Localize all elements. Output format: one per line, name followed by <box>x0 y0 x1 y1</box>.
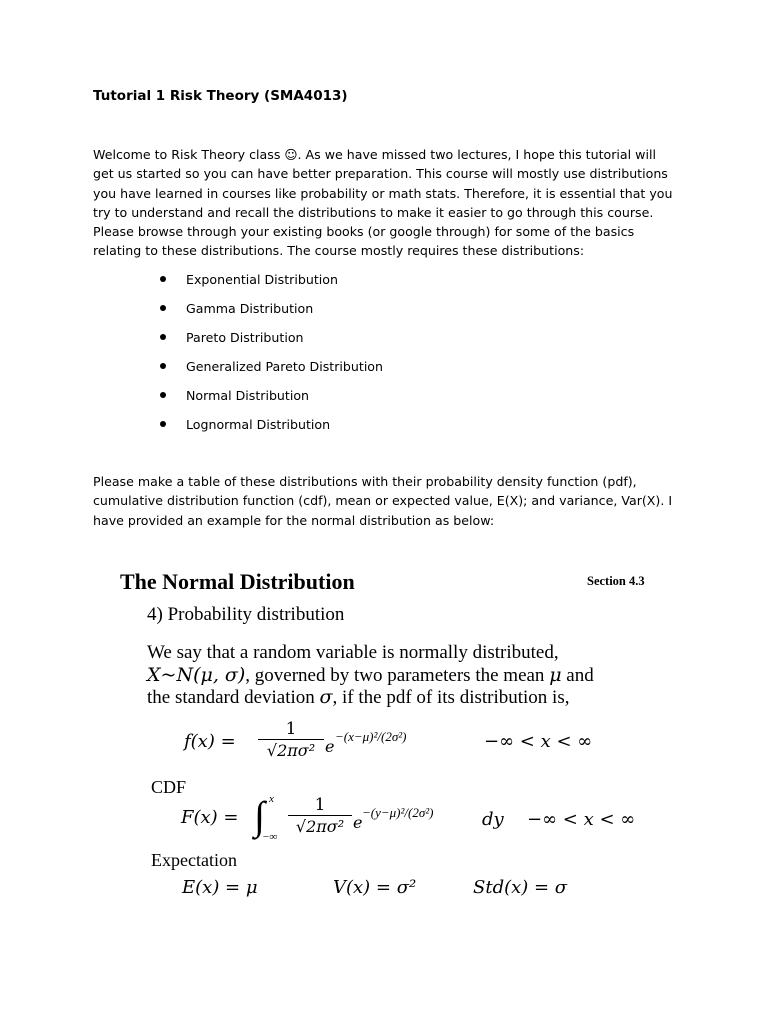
mu-symbol: μ <box>549 664 562 686</box>
distribution-list <box>160 268 383 442</box>
distribution-notation: X~N(μ, σ) <box>147 664 246 686</box>
cdf-fraction <box>288 795 352 838</box>
intro-line: Welcome to Risk Theory class ☺. As we have missed two lectures, I hope this tutorial will <box>93 147 656 162</box>
pdf-exponent: −(x−μ)²/(2σ²) <box>335 729 407 744</box>
intro-line: you have learned in courses like probability or math stats. Therefore, it is essential that you <box>93 185 673 201</box>
sqrt-icon: √ <box>295 817 307 837</box>
std-formula: Std(x) = σ <box>473 877 568 898</box>
text-span: the standard deviation <box>147 687 315 708</box>
example-heading: The Normal Distribution <box>120 569 355 594</box>
cdf-differential: dy <box>482 809 504 830</box>
example-text-line: We say that a random variable is normally distributed, <box>147 642 559 663</box>
instruction-line: Please make a table of these distributions with their probability density function (pdf), <box>93 474 637 489</box>
bullet-icon <box>160 363 166 369</box>
cdf-base: e <box>353 813 363 832</box>
integral-lower: −∞ <box>262 831 278 843</box>
pdf-fraction <box>258 719 324 762</box>
text-span: , if the pdf of its distribution is, <box>332 687 570 708</box>
list-item-label: Gamma Distribution <box>186 301 314 316</box>
intro-paragraph <box>93 145 678 261</box>
example-text-line <box>147 686 569 709</box>
example-subheading: 4) Probability distribution <box>147 604 345 625</box>
list-item <box>160 413 383 442</box>
cdf-numerator: 1 <box>314 795 326 815</box>
denominator-text: 2πσ² <box>306 817 345 837</box>
list-item <box>160 384 383 413</box>
mean-formula: E(x) = μ <box>182 877 258 898</box>
list-item <box>160 297 383 326</box>
list-item-label: Exponential Distribution <box>186 272 338 287</box>
bullet-icon <box>160 392 166 398</box>
list-item <box>160 268 383 297</box>
example-text-line <box>147 664 594 687</box>
list-item <box>160 355 383 384</box>
instruction-line: have provided an example for the normal distribution as below: <box>93 512 495 528</box>
cdf-denominator <box>288 816 352 838</box>
sqrt-icon: √ <box>266 741 278 761</box>
expectation-label: Expectation <box>151 850 237 870</box>
list-item <box>160 326 383 355</box>
instruction-line: cumulative distribution function (cdf), mean or expected value, E(X); and variance, Var(X). I <box>93 493 673 509</box>
denominator-text: 2πσ² <box>277 741 316 761</box>
bullet-icon <box>160 421 166 427</box>
intro-line: Please browse through your existing books (or google through) for some of the basics <box>93 224 635 240</box>
cdf-range: −∞ < x < ∞ <box>527 809 636 830</box>
pdf-numerator: 1 <box>285 719 297 739</box>
list-item-label: Lognormal Distribution <box>186 417 331 432</box>
page-title: Tutorial 1 Risk Theory (SMA4013) <box>93 88 348 104</box>
intro-line: try to understand and recall the distributions to make it easier to go through this course. <box>93 204 654 220</box>
pdf-lhs: f(x) = <box>184 731 236 752</box>
instruction-paragraph <box>93 472 678 530</box>
variance-formula: V(x) = σ² <box>333 877 417 898</box>
pdf-denominator <box>258 740 324 762</box>
bullet-icon <box>160 305 166 311</box>
list-item-label: Generalized Pareto Distribution <box>186 359 383 374</box>
pdf-range: −∞ < x < ∞ <box>484 731 593 752</box>
bullet-icon <box>160 276 166 282</box>
integral-upper: x <box>269 793 274 805</box>
cdf-label: CDF <box>151 777 187 797</box>
intro-line: get us started so you can have better preparation. This course will mostly use distributions <box>93 166 668 182</box>
text-span: , governed by two parameters the mean <box>245 665 545 686</box>
list-item-label: Pareto Distribution <box>186 330 304 345</box>
cdf-exponent: −(y−μ)²/(2σ²) <box>362 805 434 820</box>
intro-line: relating to these distributions. The course mostly requires these distributions: <box>93 243 585 259</box>
pdf-base: e <box>325 737 335 756</box>
text-span: and <box>561 665 594 686</box>
sigma-symbol: σ <box>319 686 333 708</box>
cdf-lhs: F(x) = <box>181 807 239 828</box>
list-item-label: Normal Distribution <box>186 388 310 403</box>
integral-icon: ∫ <box>254 793 265 838</box>
section-label: Section 4.3 <box>587 574 645 588</box>
bullet-icon <box>160 334 166 340</box>
